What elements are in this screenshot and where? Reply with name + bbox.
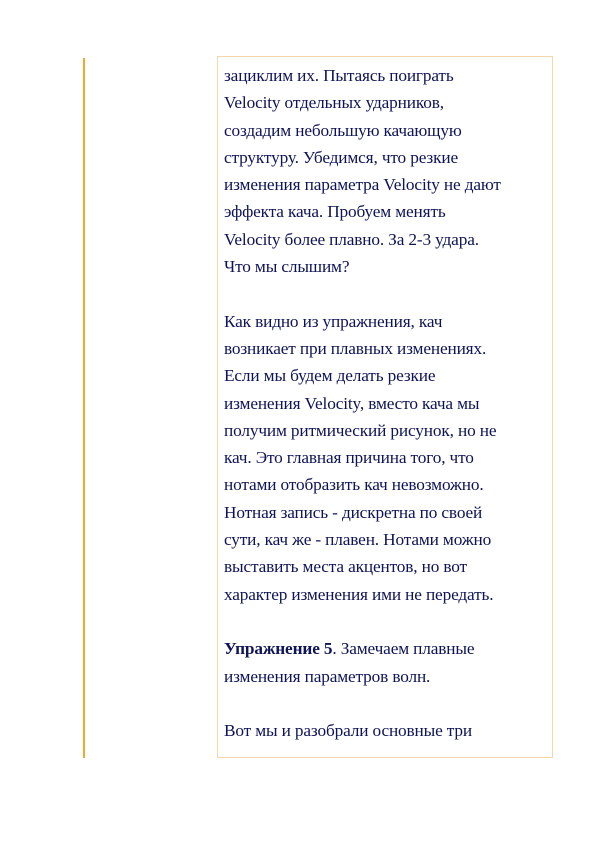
text-line: Нотная запись - дискретна по своей: [224, 502, 483, 522]
text-line: Что мы слышим?: [224, 257, 350, 277]
paragraph-spacer: [224, 690, 546, 717]
left-margin-rule: [83, 58, 85, 758]
text-line: создадим небольшую качающую: [224, 120, 462, 140]
exercise-title-rest: . Замечаем плавные: [332, 639, 475, 659]
text-line: Вот мы и разобрали основные три: [224, 721, 473, 741]
exercise-title-line: [224, 635, 546, 662]
text-line: эффекта кача. Пробуем менять: [224, 202, 446, 222]
text-line: сути, кач же - плавен. Нотами можно: [224, 530, 492, 550]
paragraph-4: [224, 717, 546, 744]
text-line: получим ритмический рисунок, но не: [224, 420, 497, 440]
paragraph-1: [224, 62, 546, 280]
text-line: Velocity более плавно. За 2-3 удара.: [224, 229, 479, 249]
text-line: зациклим их. Пытаясь поиграть: [224, 66, 454, 85]
paragraph-2: [224, 308, 546, 608]
text-line: нотами отобразить кач невозможно.: [224, 475, 484, 495]
text-line: выставить места акцентов, но вот: [224, 557, 467, 577]
text-line: кач. Это главная причина того, что: [224, 448, 474, 468]
text-line: Velocity отдельных ударников,: [224, 93, 444, 113]
text-line: характер изменения ими не передать.: [224, 584, 494, 604]
text-line: структуру. Убедимся, что резкие: [224, 147, 458, 167]
text-line: Как видно из упражнения, кач: [224, 311, 443, 331]
text-line: изменения параметров волн.: [224, 666, 431, 686]
exercise-label: Упражнение 5: [224, 639, 333, 659]
text-line: изменения параметра Velocity не дают: [224, 175, 501, 195]
text-frame: [217, 56, 553, 758]
text-line: изменения Velocity, вместо кача мы: [224, 393, 480, 413]
exercise-paragraph: [224, 635, 546, 690]
text-line: Если мы будем делать резкие: [224, 366, 436, 386]
paragraph-spacer: [224, 608, 546, 635]
text-line: возникает при плавных изменениях.: [224, 338, 487, 358]
paragraph-spacer: [224, 280, 546, 307]
